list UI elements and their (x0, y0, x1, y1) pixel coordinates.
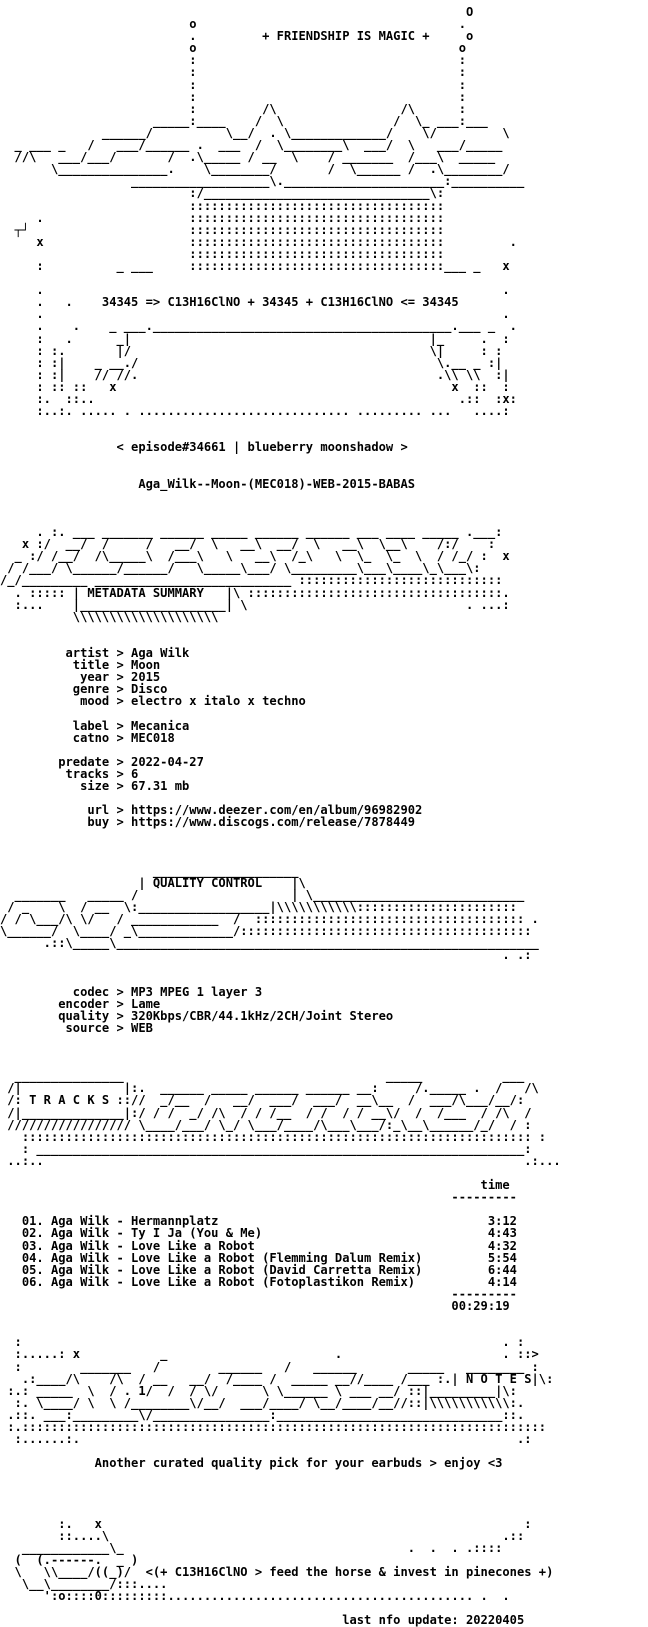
nfo-line: --------- (0, 1190, 539, 1205)
nfo-line: .::. ___:_________\/________________:_______________________________::. (0, 1407, 532, 1422)
nfo-line: mood > electro x italo x techno (0, 694, 539, 709)
nfo-line: ::::::::::::::::::::::::::::::::::: (0, 246, 532, 261)
nfo-line (0, 1494, 648, 1506)
nfo-line: :......:. .: (0, 1432, 547, 1447)
nfo-line: /: T R A C K S ::// _/__ / __/ ___/ ___/ __\__ / ___/\___/__/: (0, 1093, 525, 1108)
nfo-line: :.:::::::::::::::::::::::::::::::::::::::::::::::::::::::::::::::::::::::: (0, 1419, 547, 1434)
nfo-line: x :/ __/ / / __/ \ __\ __/ \ __\ \__\ /:/ : (0, 537, 532, 552)
nfo-line: :. \____/ \ \ /________\/__/ ___/____/ \__/____/__//::|\\\\\\\\\\\:. (0, 1395, 525, 1410)
nfo-line: . . 34345 => C13H16ClNO + 34345 + C13H16ClNO <= 34345 (0, 295, 532, 310)
nfo-line: o o (0, 41, 532, 56)
nfo-line (0, 1481, 648, 1493)
nfo-line (0, 466, 648, 478)
nfo-line: : : (0, 89, 532, 104)
nfo-line: / / \___/\ \/ / ____________ / ::::::::::::::::::::::::::::::::::::: . (0, 912, 539, 927)
nfo-line: label > Mecanica (0, 718, 539, 733)
nfo-line: : /\ /\ : (0, 101, 532, 116)
nfo-line: 00:29:19 (0, 1299, 532, 1314)
nfo-line: genre > Disco (0, 682, 539, 697)
nfo-line: . ::::: | METADATA SUMMARY |\ :::::::::::::::::::::::::::::::::::. (0, 585, 525, 600)
nfo-line: url > https://www.deezer.com/en/album/96982902 (0, 803, 539, 818)
nfo-line: /|______________|:/ / / _/ /\ / / /__ / / / / __\/ / /___ / /\ / (0, 1105, 532, 1120)
nfo-line: catno > MEC018 (0, 730, 539, 745)
nfo-line: source > WEB (0, 1020, 539, 1035)
nfo-line: time (0, 1178, 539, 1193)
nfo-line: : . : (0, 1335, 539, 1350)
nfo-line: codec > MP3 MPEG 1 layer 3 (0, 984, 539, 999)
nfo-text-block (0, 6, 648, 1627)
nfo-line: ______/ \__/ . \_____________/ \/ \ (0, 125, 539, 140)
nfo-line: : _ ___ :::::::::::::::::::::::::::::::::::___ _ x (0, 258, 532, 273)
nfo-line: . ::::::::::::::::::::::::::::::::::: (0, 210, 532, 225)
nfo-line: ..:.. .:... (0, 1153, 561, 1168)
nfo-line (0, 453, 648, 465)
nfo-line: 06. Aga Wilk - Love Like a Robot (Fotoplastikon Remix) 4:14 (0, 1274, 539, 1289)
nfo-line: : : (0, 65, 532, 80)
nfo-line: ::::::::::::::::::::::::::::::::::: (0, 198, 532, 213)
nfo-line: \\\\\\\\\\\\\\\\\\\\ (0, 609, 510, 624)
nfo-line: O (0, 5, 539, 19)
nfo-line: \_______________. \________/ / \______ / .\________/ (0, 162, 510, 177)
nfo-line: : :. |/ \| : : (0, 343, 517, 358)
nfo-line: / _ \ / __ \:__________________|\\\\\\\\\\\:::::::::::::::::::::: (0, 899, 532, 914)
nfo-line (0, 961, 648, 973)
nfo-line: | QUALITY CONTROL |\ (0, 875, 539, 890)
nfo-line: :. x : (0, 1516, 539, 1531)
nfo-line: _____:____ / \ / \_ ___:___ (0, 113, 532, 128)
nfo-line: : :| // //. .\\ \\ :| (0, 367, 525, 382)
nfo-line: x ::::::::::::::::::::::::::::::::::: . (0, 234, 532, 249)
nfo-line: 05. Aga Wilk - Love Like a Robot (David Carretta Remix) 6:44 (0, 1262, 539, 1277)
nfo-line (0, 1602, 648, 1614)
nfo-line: year > 2015 (0, 670, 539, 685)
nfo-line: encoder > Lame (0, 996, 539, 1011)
nfo-line: _______ _____ / | \_____________________________ (0, 887, 539, 902)
nfo-line: ( (.------. _ ) (0, 1553, 532, 1567)
nfo-line: / /___/ \______/______/ \_____\___/ \_________\___\____\_\___\: (0, 561, 525, 576)
nfo-line: . . (0, 283, 525, 298)
nfo-line: :::::::::::::::::::::::::::::::::::::::::::::::::::::::::::::::::::::: : (0, 1129, 547, 1144)
nfo-line: . .: (0, 948, 532, 963)
nfo-line: --------- (0, 1286, 539, 1301)
nfo-line: . . (0, 307, 525, 322)
nfo-line: . + FRIENDSHIP IS MAGIC + o (0, 29, 532, 44)
nfo-line: 04. Aga Wilk - Love Like a Robot (Flemming Dalum Remix) 5:54 (0, 1250, 539, 1265)
nfo-line: : . _| |_ . : (0, 331, 525, 346)
nfo-line: : _______ / ______ / ______ _____ ________ : (0, 1359, 554, 1374)
nfo-line: :.: _____ \ / . 1/ / / \/ \ \______ \ ___ __/ ::|_________|\: (0, 1383, 517, 1398)
nfo-line: . . _ ___._________________________________________.___ _ . (0, 319, 532, 334)
nfo-line: _ :/ /__/ /\_____\ /___\ \ __\ /_\ \ \_ \_ \ / /_/ : x (0, 549, 525, 564)
nfo-line: quality > 320Kbps/CBR/44.1kHz/2CH/Joint Stereo (0, 1008, 539, 1023)
nfo-line: /| |:. ______ _____ ______ ______ __: /._____ . / /\ (0, 1081, 539, 1096)
nfo-line: :/_______________________________\: (0, 186, 532, 201)
nfo-line: ___________________\.______________________:__________ (0, 174, 532, 189)
nfo-line: ///////////////// \____/___/ \_/ \___/____/\___\___/:_\__\______/_/ / : (0, 1117, 532, 1132)
nfo-line: last nfo update: 20220405 (0, 1613, 539, 1627)
nfo-line: 03. Aga Wilk - Love Like a Robot 4:32 (0, 1238, 539, 1253)
nfo-line: :..:. ..... . ............................. ......... ... ....: (0, 404, 525, 419)
nfo-line: :. ::.. .:: :x: (0, 392, 532, 406)
nfo-line: buy > https://www.discogs.com/release/7878449 (0, 815, 539, 830)
nfo-line: 01. Aga Wilk - Hermannplatz 3:12 (0, 1214, 539, 1229)
nfo-line: < episode#34661 | blueberry moonshadow > (0, 440, 539, 455)
nfo-line: : :| _ __./ \.__ _ :| (0, 355, 517, 370)
nfo-line: 02. Aga Wilk - Ty I Ja (You & Me) 4:43 (0, 1226, 539, 1241)
nfo-line: :.....: x _ . . ::> (0, 1347, 539, 1362)
nfo-line (0, 853, 648, 865)
nfo-line (0, 840, 648, 852)
nfo-line (0, 707, 648, 719)
nfo-line: ::....\ .:: (0, 1528, 539, 1543)
nfo-line: artist > Aga Wilk (0, 645, 539, 660)
nfo-line: o . (0, 17, 532, 32)
nfo-line: size > 67.31 mb (0, 779, 539, 793)
nfo-line: \ \\____/((_)/ <(+ C13H16ClNO > feed the horse & invest in pinecones +) (0, 1565, 554, 1580)
nfo-line: .:____/\ /\ / __ __/ /____ / _____ __//____ /___ :.| N O T E S|\: (0, 1371, 554, 1386)
nfo-line (0, 974, 648, 986)
nfo-line (0, 744, 648, 756)
nfo-line: . :. ___ _______ ______ _____ ______ ______ ___ ____ _____ .___: (0, 525, 539, 540)
nfo-line: /_/_________ ___________________________ :::::::::::::::::::::::::::: (0, 573, 517, 588)
nfo-line: //\ ___/___/ / .\_____ / __ \ / _______ /___\ _____ (0, 150, 503, 165)
nfo-line: : :: :: x x :: : (0, 379, 525, 394)
nfo-line: predate > 2022-04-27 (0, 754, 539, 769)
nfo-line: :... |____________________| \ . ...: (0, 597, 525, 612)
nfo-line: ':o::::0:::::::::.......................................... . . (0, 1589, 525, 1604)
nfo-line (0, 1506, 648, 1518)
nfo-line: : ___________________________________________________________________: (0, 1141, 554, 1156)
nfo-line: ____________________ (0, 863, 539, 878)
nfo-line: \__\________/:::.... (0, 1577, 539, 1592)
nfo-line: : : (0, 53, 532, 68)
nfo-line: Another curated quality pick for your earbuds > enjoy <3 (0, 1456, 539, 1471)
nfo-line: \______/ \____/ _\_____________/:::::::::::::::::::::::::::::::::::::::: (0, 924, 547, 939)
nfo-line: ┬┘ ::::::::::::::::::::::::::::::::::: (0, 222, 532, 237)
nfo-line: _ ___ _ / ___/______ . ___ / \________\ ___/ \ ___/_____ (0, 138, 517, 153)
nfo-line: _______________ _____ ___ (0, 1069, 539, 1084)
nfo-line: tracks > 6 (0, 766, 539, 781)
nfo-line: : : (0, 77, 532, 92)
nfo-line: Aga_Wilk--Moon-(MEC018)-WEB-2015-BABAS (0, 476, 539, 491)
nfo-line: ____________\_ . . . .:::: (0, 1540, 517, 1555)
nfo-line: title > Moon (0, 658, 539, 673)
nfo-line: .::\_____\__________________________________________________________ (0, 936, 547, 951)
